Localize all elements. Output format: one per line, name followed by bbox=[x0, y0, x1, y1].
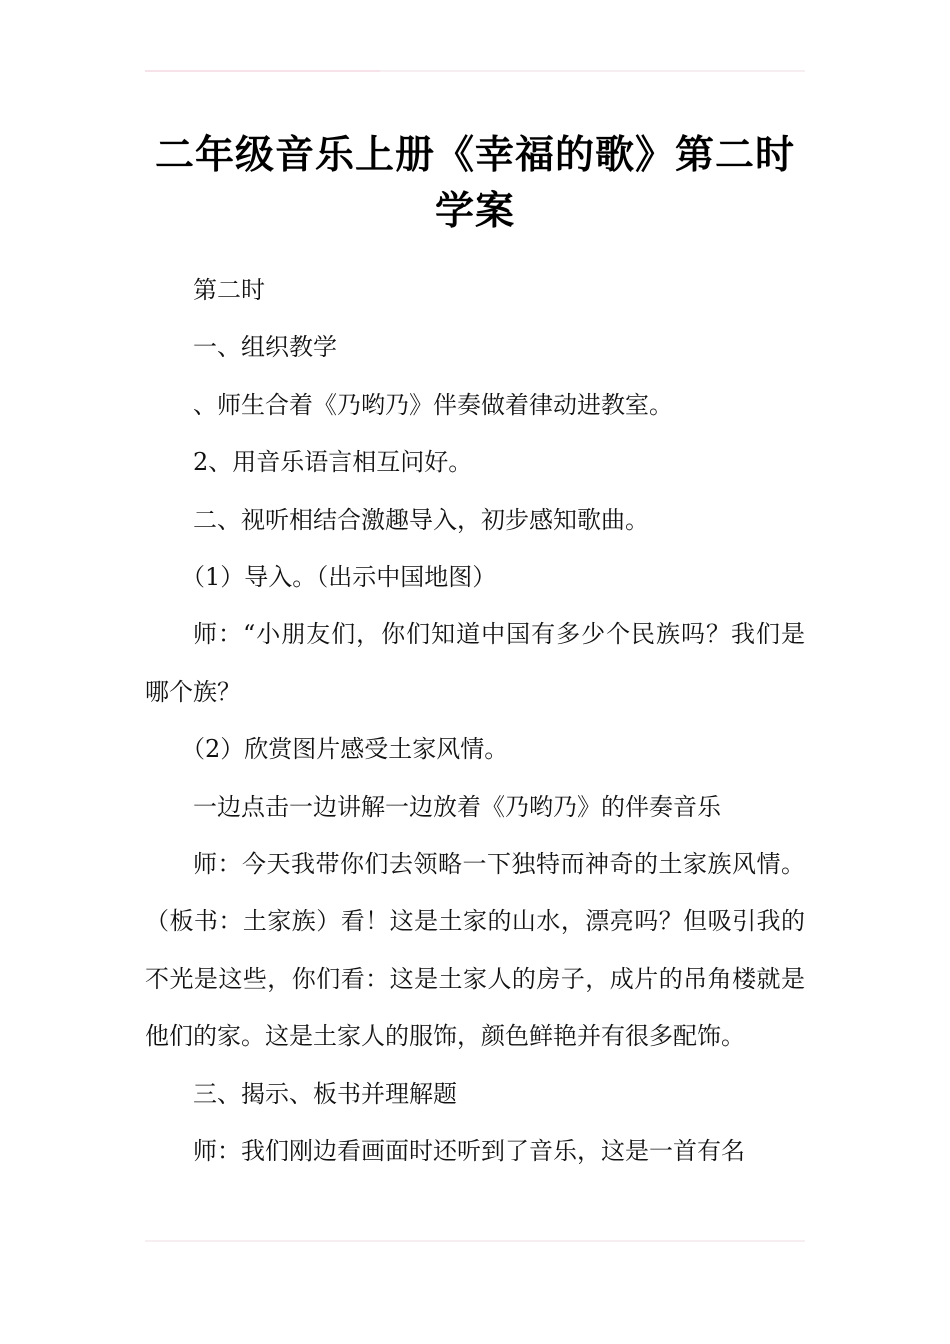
heading-reveal-title: 三、揭示、板书并理解题 bbox=[193, 1079, 457, 1108]
header-rule-accent bbox=[145, 70, 380, 72]
paragraph: 师：“小朋友们，你们知道中国有多少个民族吗？我们是哪个族？ bbox=[145, 620, 805, 706]
paragraph: 2、用音乐语言相互问好。 bbox=[193, 448, 473, 477]
paragraph: 、师生合着《乃哟乃》伴奏做着律动进教室。 bbox=[193, 390, 673, 419]
paragraph: 一边点击一边讲解一边放着《乃哟乃》的伴奏音乐 bbox=[193, 792, 721, 821]
paragraph: 师：我们刚边看画面时还听到了音乐，这是一首有名 bbox=[193, 1137, 745, 1166]
sub-item: （2）欣赏图片感受土家风情。 bbox=[181, 735, 509, 764]
document-title: 二年级音乐上册《幸福的歌》第二时学案 bbox=[154, 133, 795, 234]
header-rule bbox=[145, 70, 805, 72]
section-label: 第二时 bbox=[193, 276, 265, 304]
document-body bbox=[145, 262, 805, 1181]
heading-introduction: 二、视听相结合激趣导入，初步感知歌曲。 bbox=[193, 505, 649, 534]
sub-item: （1）导入。（出示中国地图） bbox=[181, 563, 497, 592]
footer-rule bbox=[145, 1240, 805, 1242]
heading-organize-teaching: 一、组织教学 bbox=[193, 333, 337, 362]
paragraph: 师：今天我带你们去领略一下独特而神奇的土家族风情。（板书：土家族）看！这是土家的山水，漂亮吗？但吸引我的不光是这些，你们看：这是土家人的房子，成片的吊角楼就是他们的家。这是土家人的服饰，颜色鲜艳并有很多配饰。 bbox=[145, 850, 805, 1051]
